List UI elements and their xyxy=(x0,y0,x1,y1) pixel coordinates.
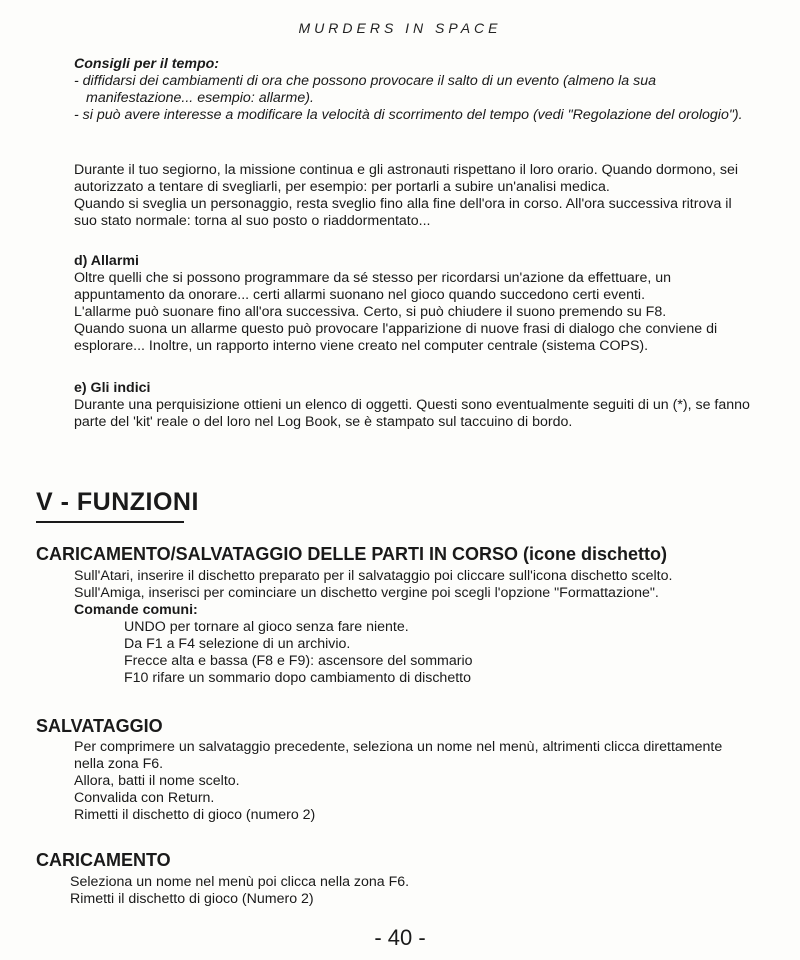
time-tips xyxy=(74,56,764,124)
save-line: Per comprimere un salvataggio precedente, seleziona un nome nel menù, altrimenti clicca direttamente nella zona F6. xyxy=(74,739,723,772)
section-underline xyxy=(36,521,184,523)
load-save-line: Sull'Atari, inserire il dischetto preparato per il salvataggio poi cliccare sull'icona dischetto scelto. xyxy=(74,568,673,584)
indices-text: Durante una perquisizione ottieni un elenco di oggetti. Questi sono eventualmente seguiti di un (*), se fanno parte del 'kit' reale o del loro nel Log Book, se è stampato sul taccuino di bordo. xyxy=(74,397,750,430)
load-save-line: Sull'Amiga, inserisci per cominciare un dischetto vergine poi scegli l'opzione "Formattazione". xyxy=(74,585,659,601)
save-heading: SALVATAGGIO xyxy=(36,716,163,736)
page-number: - 40 - xyxy=(374,925,426,950)
save-body xyxy=(74,739,754,824)
load-line: Rimetti il dischetto di gioco (Numero 2) xyxy=(70,891,314,907)
common-commands-title: Comande comuni: xyxy=(74,602,198,618)
save-line: Convalida con Return. xyxy=(74,790,215,806)
stay-paragraph xyxy=(74,162,754,230)
save-line: Rimetti il dischetto di gioco (numero 2) xyxy=(74,807,316,823)
indices-section xyxy=(74,380,754,431)
alarms-text: Oltre quelli che si possono programmare da sé stesso per ricordarsi un'azione da effettuare, un appuntamento da onorare... certi allarmi suonano nel gioco quando succedono certi eventi. xyxy=(74,270,672,303)
command-line: UNDO per tornare al gioco senza fare niente. xyxy=(124,619,409,635)
save-line: Allora, batti il nome scelto. xyxy=(74,773,240,789)
load-body xyxy=(70,874,750,908)
indices-heading: e) Gli indici xyxy=(74,380,151,396)
load-heading: CARICAMENTO xyxy=(36,850,171,870)
paragraph-line: Quando si sveglia un personaggio, resta sveglio fino alla fine dell'ora in corso. All'ora successiva ritrova il suo stato normale: torna al suo posto o riaddormentato... xyxy=(74,196,732,229)
running-header: MURDERS IN SPACE xyxy=(298,20,502,36)
alarms-section xyxy=(74,253,754,355)
section-title: V - FUNZIONI xyxy=(36,488,199,516)
paragraph-line: Durante il tuo segiorno, la missione continua e gli astronauti rispettano il loro orario. Quando dormono, sei autorizzato a tentare di svegliarli, per esempio: per portarli a subire un'analisi medica. xyxy=(74,162,739,195)
command-line: Da F1 a F4 selezione di un archivio. xyxy=(124,636,351,652)
tips-item: - si può avere interesse a modificare la velocità di scorrimento del tempo (vedi "Regolazione del orologio"). xyxy=(74,107,743,123)
commands-list xyxy=(74,619,774,687)
load-save-body xyxy=(74,568,774,687)
alarms-text: L'allarme può suonare fino all'ora successiva. Certo, si può chiudere il suono premendo su F8. xyxy=(74,304,667,320)
alarms-heading: d) Allarmi xyxy=(74,253,139,269)
tips-list xyxy=(74,73,764,124)
command-line: Frecce alta e bassa (F8 e F9): ascensore del sommario xyxy=(124,653,473,669)
alarms-text: Quando suona un allarme questo può provocare l'apparizione di nuove frasi di dialogo che conviene di esplorare... Inoltre, un rapporto interno viene creato nel computer centrale (sistema COPS). xyxy=(74,321,718,354)
tips-item: - diffidarsi dei cambiamenti di ora che possono provocare il salto di un evento (almeno la sua manifestazione... esempio: allarme). xyxy=(74,73,656,106)
command-line: F10 rifare un sommario dopo cambiamento di dischetto xyxy=(124,670,471,686)
tips-title: Consigli per il tempo: xyxy=(74,56,220,72)
load-line: Seleziona un nome nel menù poi clicca nella zona F6. xyxy=(70,874,410,890)
load-save-heading: CARICAMENTO/SALVATAGGIO DELLE PARTI IN CORSO (icone dischetto) xyxy=(36,544,668,564)
